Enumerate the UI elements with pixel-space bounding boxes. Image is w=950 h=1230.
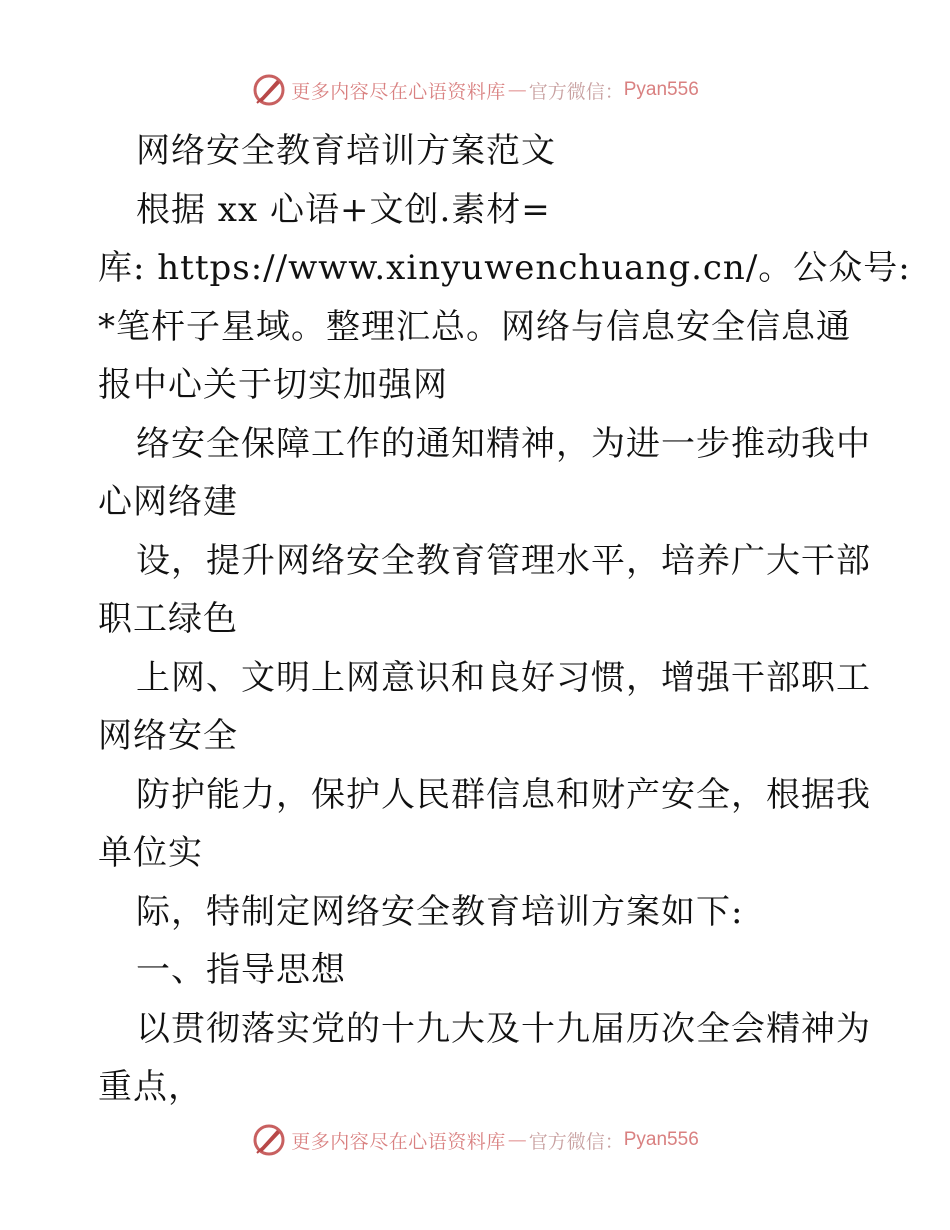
doc-line: *笔杆子星域。整理汇总。网络与信息安全信息通 [98, 306, 851, 347]
doc-line: 心网络建 [98, 482, 238, 522]
watermark-dash: — [507, 1129, 527, 1151]
watermark-wechat-id: Pyan556 [623, 79, 699, 100]
watermark-wechat-label: 官方微信： [528, 80, 624, 103]
doc-line: 防护能力，保护人民群信息和财产安全，根据我 [136, 774, 871, 815]
doc-line: 报中心关于切实加强网 [98, 365, 448, 405]
feather-pen-logo-icon [251, 1122, 287, 1158]
watermark-dash: — [507, 79, 527, 101]
doc-line: 职工绿色 [98, 599, 238, 639]
doc-title: 网络安全教育培训方案范文 [136, 131, 556, 171]
document-body [98, 122, 911, 1117]
watermark-wechat-label: 官方微信： [528, 1130, 624, 1153]
watermark-text: 更多内容尽在心语资料库 [291, 80, 506, 103]
doc-line: 库: https://www.xinyuwenchuang.cn/。公众号: [98, 248, 911, 288]
doc-line: 单位实 [98, 833, 203, 873]
watermark-header [0, 70, 950, 110]
doc-line: 网络安全 [98, 716, 238, 756]
doc-line: 络安全保障工作的通知精神，为进一步推动我中 [136, 423, 871, 464]
section-heading: 一、指导思想 [136, 950, 346, 990]
doc-line: 际，特制定网络安全教育培训方案如下: [136, 891, 744, 932]
watermark-footer [0, 1120, 950, 1160]
doc-line: 重点， [98, 1067, 203, 1107]
doc-line: 根据 xx 心语+文创.素材= [136, 189, 551, 230]
watermark-text: 更多内容尽在心语资料库 [291, 1130, 506, 1153]
doc-line: 上网、文明上网意识和良好习惯，增强干部职工 [136, 657, 871, 698]
feather-pen-logo-icon [251, 72, 287, 108]
watermark-wechat-id: Pyan556 [623, 1129, 699, 1150]
doc-line: 以贯彻落实党的十九大及十九届历次全会精神为 [136, 1008, 871, 1049]
doc-line: 设，提升网络安全教育管理水平，培养广大干部 [136, 540, 871, 581]
